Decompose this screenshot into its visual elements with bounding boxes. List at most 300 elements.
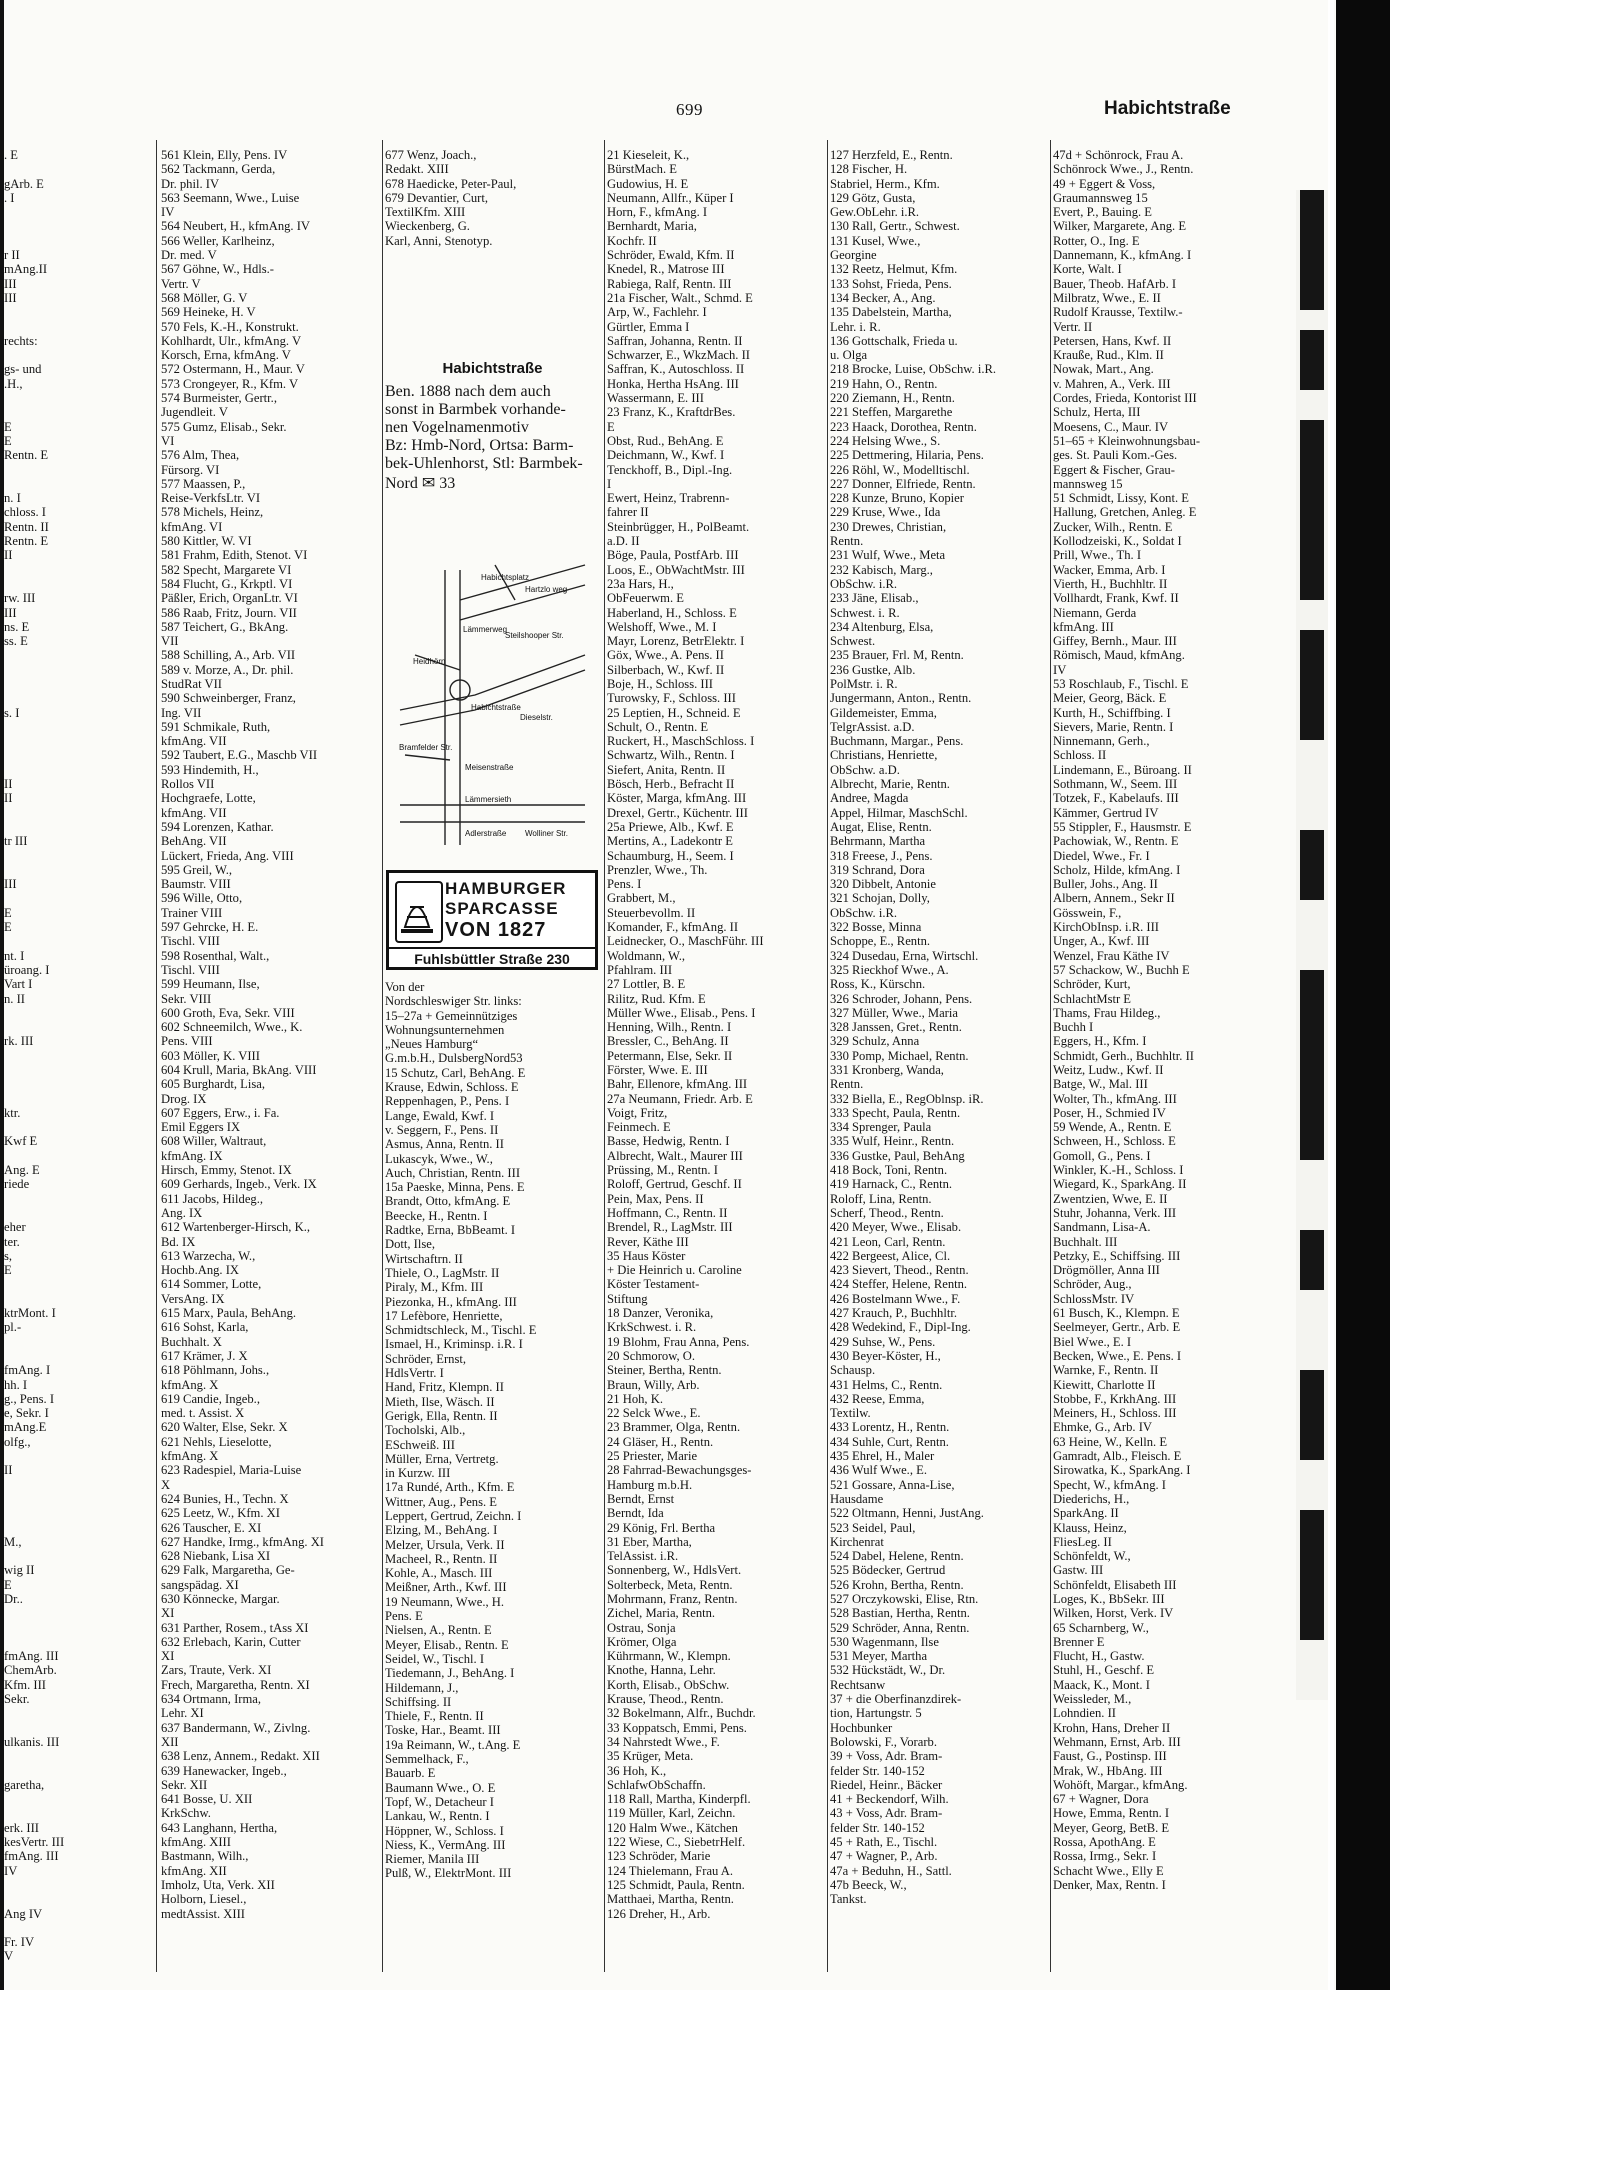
entry-line: Kollodzeiski, K., Soldat I bbox=[1053, 534, 1182, 549]
entry-line: Dr.. bbox=[4, 1591, 23, 1606]
entry-line: Imholz, Uta, Verk. XII bbox=[161, 1877, 275, 1892]
entry-line: Andree, Magda bbox=[830, 791, 909, 806]
entry-line: Pachowiak, W., Rentn. E bbox=[1053, 834, 1179, 849]
entry-line: 526 Krohn, Bertha, Rentn. bbox=[830, 1577, 964, 1592]
entry-line: erk. III bbox=[4, 1820, 39, 1835]
entry-line bbox=[4, 1292, 142, 1306]
entry-line: Vollhardt, Frank, Kwf. II bbox=[1053, 591, 1179, 606]
entry-line: 524 Dabel, Helene, Rentn. bbox=[830, 1549, 964, 1564]
entry-line: 65 Scharnberg, W., bbox=[1053, 1620, 1149, 1635]
entry-line bbox=[4, 391, 142, 405]
entry-line: 53 Roschlaub, F., Tischl. E bbox=[1053, 676, 1189, 691]
entry-line: 423 Sievert, Theod., Rentn. bbox=[830, 1263, 969, 1278]
entry-line bbox=[4, 820, 142, 834]
entry-line: Redakt. XIII bbox=[385, 162, 449, 177]
entry-line: Buchmann, Margar., Pens. bbox=[830, 734, 964, 749]
entry-line: Korsch, Erna, kfmAng. V bbox=[161, 348, 291, 363]
entry-line: Voigt, Fritz, bbox=[607, 1105, 668, 1120]
entry-line: 36 Hoh, K., bbox=[607, 1763, 667, 1778]
entry-line: 47b Beeck, W., bbox=[830, 1877, 907, 1892]
entry-line: 23 Franz, K., KraftdrBes. bbox=[607, 405, 736, 420]
entry-line: Hallung, Gretchen, Anleg. E bbox=[1053, 505, 1197, 520]
entry-line: 29 König, Frl. Bertha bbox=[607, 1520, 716, 1535]
entry-line: Melzer, Ursula, Verk. II bbox=[385, 1537, 505, 1552]
entry-line: 564 Neubert, H., kfmAng. IV bbox=[161, 219, 310, 234]
entry-line: 329 Schulz, Anna bbox=[830, 1034, 920, 1049]
entry-line bbox=[4, 577, 142, 591]
entry-line: 47 + Wagner, P., Arb. bbox=[830, 1849, 938, 1864]
entry-line: Mertins, A., Ladekontr E bbox=[607, 834, 733, 849]
entry-line: 231 Wulf, Wwe., Meta bbox=[830, 548, 946, 563]
entry-line: 638 Lenz, Annem., Redakt. XII bbox=[161, 1749, 320, 1764]
entry-line: HdlsVertr. I bbox=[385, 1366, 444, 1381]
entry-line: Milbratz, Wwe., E. II bbox=[1053, 290, 1161, 305]
entry-line bbox=[4, 563, 142, 577]
entry-line: 230 Drewes, Christian, bbox=[830, 519, 947, 534]
entry-line: 614 Sommer, Lotte, bbox=[161, 1277, 262, 1292]
entry-line: BehAng. VII bbox=[161, 834, 227, 849]
entry-line: .H., bbox=[4, 376, 23, 391]
entry-line bbox=[4, 663, 142, 677]
entry-line: Krauße, Rud., Klm. II bbox=[1053, 348, 1164, 363]
entry-line bbox=[4, 1063, 142, 1077]
entry-line: 236 Gustke, Alb. bbox=[830, 662, 916, 677]
scan-edge-right bbox=[1336, 0, 1390, 1990]
entry-line: ChemArb. bbox=[4, 1663, 57, 1678]
entry-line: 35 Haus Köster bbox=[607, 1248, 686, 1263]
entry-line: Vart I bbox=[4, 977, 33, 992]
entry-line: Rentn. E bbox=[4, 448, 49, 463]
street-map bbox=[385, 560, 600, 855]
entry-line: Meißner, Arth., Kwf. III bbox=[385, 1580, 507, 1595]
entry-line: 619 Candie, Ingeb., bbox=[161, 1391, 260, 1406]
entry-line: Kohlhardt, Ulr., kfmAng. V bbox=[161, 333, 302, 348]
entry-line bbox=[4, 1092, 142, 1106]
entry-line: 573 Crongeyer, R., Kfm. V bbox=[161, 376, 299, 391]
entry-line: 613 Warzecha, W., bbox=[161, 1248, 256, 1263]
entry-line: rk. III bbox=[4, 1034, 34, 1049]
entry-line: Arp, W., Fachlehr. I bbox=[607, 305, 707, 320]
entry-line: Stobbe, F., KrkhAng. III bbox=[1053, 1391, 1177, 1406]
entry-line: olfg., bbox=[4, 1434, 31, 1449]
entry-line: Schacht Wwe., Elly E bbox=[1053, 1863, 1164, 1878]
entry-line: Sekr. VIII bbox=[161, 991, 212, 1006]
entry-line bbox=[4, 720, 142, 734]
entry-line: Rilitz, Rud. Kfm. E bbox=[607, 991, 706, 1006]
entry-line: Karl, Anni, Stenotyp. bbox=[385, 233, 493, 248]
entry-line: StudRat VII bbox=[161, 676, 222, 691]
entry-line: Tankst. bbox=[830, 1892, 867, 1907]
entry-line: Rabiega, Ralf, Rentn. III bbox=[607, 276, 732, 291]
entry-line: Schiffsing. II bbox=[385, 1694, 452, 1709]
entry-line: kfmAng. VII bbox=[161, 805, 227, 820]
entry-line: 235 Brauer, Frl. M, Rentn. bbox=[830, 648, 964, 663]
entry-line: 67 + Wagner, Dora bbox=[1053, 1792, 1149, 1807]
entry-line: 136 Gottschalk, Frieda u. bbox=[830, 333, 958, 348]
entry-line: Buchh I bbox=[1053, 1020, 1094, 1035]
entry-line: Steinbrügger, H., PolBeamt. bbox=[607, 519, 750, 534]
entry-line: Weissleder, M., bbox=[1053, 1692, 1132, 1707]
entry-line: Sothmann, W., Seem. III bbox=[1053, 777, 1178, 792]
entry-line: 641 Bosse, U. XII bbox=[161, 1792, 253, 1807]
entry-line: Pfahlram. III bbox=[607, 962, 673, 977]
street-header bbox=[385, 360, 600, 493]
entry-line: Riedel, Heinr., Bäcker bbox=[830, 1777, 943, 1792]
entry-line: Bernhardt, Maria, bbox=[607, 219, 697, 234]
map-label: Heidhörn bbox=[413, 657, 446, 666]
entry-line: Vierth, H., Buchhltr. II bbox=[1053, 576, 1168, 591]
entry-line: Förster, Wwe. E. III bbox=[607, 1063, 708, 1077]
entry-line: 119 Müller, Karl, Zeichn. bbox=[607, 1806, 736, 1821]
entry-line: 630 Könnecke, Margar. bbox=[161, 1591, 280, 1606]
entry-line: 15a Paeske, Minna, Pens. E bbox=[385, 1180, 525, 1195]
entry-line: 15–27a + Gemeinnütziges bbox=[385, 1008, 518, 1023]
entry-line: Pulß, W., ElektrMont. III bbox=[385, 1866, 512, 1881]
entry-line: Komander, F., kfmAng. II bbox=[607, 920, 739, 935]
entry-line: Petzky, E., Schiffsing. III bbox=[1053, 1248, 1181, 1263]
entry-line: G.m.b.H., DulsbergNord53 bbox=[385, 1051, 523, 1066]
entry-line: Scholz, Hilde, kfmAng. I bbox=[1053, 862, 1181, 877]
entry-line bbox=[4, 1492, 142, 1506]
entry-line: Höppner, W., Schloss. I bbox=[385, 1823, 504, 1838]
entry-line: Wiegard, K., SparkAng. II bbox=[1053, 1177, 1187, 1192]
entry-line: 566 Weller, Karlheinz, bbox=[161, 233, 275, 248]
entry-line: 51 Schmidt, Lissy, Kont. E bbox=[1053, 491, 1189, 506]
entry-line: kfmAng. VII bbox=[161, 734, 227, 749]
entry-line: Päßler, Erich, OrganLtr. VI bbox=[161, 591, 298, 606]
entry-line: Albrecht, Walt., Maurer III bbox=[607, 1148, 743, 1163]
entry-line: SparkAng. II bbox=[1053, 1506, 1119, 1521]
entry-line: 39 + Voss, Adr. Bram- bbox=[830, 1749, 943, 1764]
entry-line: 621 Nehls, Lieselotte, bbox=[161, 1434, 272, 1449]
entry-line: kfmAng. XIII bbox=[161, 1835, 231, 1850]
entry-line: Rossa, Irmg., Sekr. I bbox=[1053, 1849, 1157, 1864]
entry-line: „Neues Hamburg“ bbox=[385, 1037, 479, 1052]
entry-line: Fr. IV bbox=[4, 1935, 35, 1950]
entry-line: Steiner, Bertha, Rentn. bbox=[607, 1363, 722, 1378]
entry-line: Bauarb. E bbox=[385, 1766, 436, 1781]
entry-line: 18 Danzer, Veronika, bbox=[607, 1306, 714, 1321]
entry-line: 219 Hahn, O., Rentn. bbox=[830, 376, 938, 391]
entry-line: Deichmann, W., Kwf. I bbox=[607, 448, 725, 463]
entry-line: Sirowatka, K., SparkAng. I bbox=[1053, 1463, 1191, 1478]
entry-line: 570 Fels, K.-H., Konstrukt. bbox=[161, 319, 299, 334]
entry-line: sangspädag. XI bbox=[161, 1577, 239, 1592]
entry-line: + Die Heinrich u. Caroline bbox=[607, 1263, 742, 1278]
entry-line: Knothe, Hanna, Lehr. bbox=[607, 1663, 716, 1678]
entry-line: Evert, P., Bauing. E bbox=[1053, 205, 1152, 220]
entry-line: 435 Ehrel, H., Maler bbox=[830, 1449, 935, 1464]
entry-line: riede bbox=[4, 1177, 30, 1192]
entry-line bbox=[4, 1335, 142, 1349]
entry-line: Hoffmann, C., Rentn. II bbox=[607, 1205, 728, 1220]
entry-line: Bressler, C., BehAng. II bbox=[607, 1034, 729, 1049]
entry-line: Petersen, Hans, Kwf. II bbox=[1053, 333, 1172, 348]
entry-line bbox=[4, 205, 142, 219]
entry-line: 22 Selck Wwe., E. bbox=[607, 1406, 701, 1421]
entry-line: Thams, Frau Hildeg., bbox=[1053, 1005, 1161, 1020]
entry-line: Jungermann, Anton., Rentn. bbox=[830, 691, 972, 706]
ad-line-1: HAMBURGER bbox=[445, 879, 567, 898]
entry-line: Kirchenrat bbox=[830, 1534, 884, 1549]
map-label: Lämmersieth bbox=[465, 795, 512, 804]
entry-line: Faust, G., Postinsp. III bbox=[1053, 1749, 1167, 1764]
entry-line: 333 Specht, Paula, Rentn. bbox=[830, 1105, 961, 1120]
entry-line bbox=[4, 234, 142, 248]
entry-line: FliesLeg. II bbox=[1053, 1534, 1112, 1549]
entry-line: Ehmke, G., Arb. IV bbox=[1053, 1420, 1152, 1435]
entry-line bbox=[4, 219, 142, 233]
entry-line bbox=[4, 1606, 142, 1620]
entry-line: Eggert & Fischer, Grau- bbox=[1053, 462, 1175, 477]
entry-line bbox=[4, 849, 142, 863]
entry-line: 580 Kittler, W. VI bbox=[161, 534, 252, 549]
entry-line: 563 Seemann, Wwe., Luise bbox=[161, 190, 300, 205]
entry-line: Silberbach, W., Kwf. II bbox=[607, 662, 725, 677]
entry-line: Warnke, F., Rentn. II bbox=[1053, 1363, 1159, 1378]
entry-line: 63 Heine, W., Kelln. E bbox=[1053, 1434, 1168, 1449]
entry-line: 628 Niebank, Lisa XI bbox=[161, 1549, 271, 1564]
entry-line: Korth, Elisab., ObSchw. bbox=[607, 1677, 730, 1692]
entry-line: ESchweiß. III bbox=[385, 1437, 455, 1452]
entry-line: eher bbox=[4, 1220, 26, 1235]
entry-line: III bbox=[4, 290, 17, 305]
entry-line: Stiftung bbox=[607, 1291, 648, 1306]
entry-line: Jugendleit. V bbox=[161, 405, 228, 420]
entry-line: KrkSchwest. i. R. bbox=[607, 1320, 697, 1335]
entry-line: Gastw. III bbox=[1053, 1563, 1104, 1578]
entry-line: 331 Kronberg, Wanda, bbox=[830, 1063, 944, 1077]
map-label: Bramfelder Str. bbox=[399, 743, 453, 752]
entry-line: Wenzel, Frau Käthe IV bbox=[1053, 948, 1170, 963]
entry-line: Lindemann, E., Büroang. II bbox=[1053, 762, 1192, 777]
entry-line: Baumstr. VIII bbox=[161, 877, 231, 892]
entry-line: Rentn. bbox=[830, 534, 864, 549]
entry-line: Schwartz, Wilh., Rentn. I bbox=[607, 748, 735, 763]
entry-line: Haberland, H., Schloss. E bbox=[607, 605, 737, 620]
entry-line: kesVertr. III bbox=[4, 1835, 65, 1850]
entry-line: 427 Krauch, P., Buchhltr. bbox=[830, 1306, 957, 1321]
entry-line: Loges, K., BbSekr. III bbox=[1053, 1591, 1165, 1606]
entry-line: Topf, W., Detacheur I bbox=[385, 1794, 494, 1809]
entry-line: 599 Heumann, Ilse, bbox=[161, 977, 260, 992]
entry-line: Bd. IX bbox=[161, 1234, 196, 1249]
entry-line: mAng.II bbox=[4, 262, 48, 277]
entry-line: 434 Suhle, Curt, Rentn. bbox=[830, 1434, 949, 1449]
scan-gutter bbox=[1328, 0, 1334, 1990]
entry-line: Nord ✉ 33 bbox=[385, 475, 456, 492]
entry-line: Kfm. III bbox=[4, 1677, 46, 1692]
entry-line: SchlossMstr. IV bbox=[1053, 1291, 1135, 1306]
entry-line: Hirsch, Emmy, Stenot. IX bbox=[161, 1163, 292, 1178]
entry-line: 15 Schutz, Carl, BehAng. E bbox=[385, 1065, 526, 1080]
entry-line bbox=[4, 1006, 142, 1020]
entry-line: Gildemeister, Emma, bbox=[830, 705, 937, 720]
entry-line: Baumann Wwe., O. E bbox=[385, 1780, 496, 1795]
entry-line: Mrak, W., HbAng. III bbox=[1053, 1763, 1163, 1778]
entry-line: 522 Oltmann, Henni, JustAng. bbox=[830, 1506, 984, 1521]
entry-line: v. Seggern, F., Pens. II bbox=[385, 1122, 499, 1137]
entry-line: ObSchw. i.R. bbox=[830, 905, 898, 920]
entry-line: I bbox=[607, 476, 612, 491]
entry-line: 234 Altenburg, Elsa, bbox=[830, 619, 934, 634]
entry-line: Solterbeck, Meta, Rentn. bbox=[607, 1577, 733, 1592]
entry-line: Berndt, Ida bbox=[607, 1506, 664, 1521]
entry-line: Lankau, W., Rentn. I bbox=[385, 1809, 490, 1824]
entry-line: Matthaei, Martha, Rentn. bbox=[607, 1892, 734, 1907]
entry-line bbox=[4, 1049, 142, 1063]
entry-line: 419 Harnack, C., Rentn. bbox=[830, 1177, 953, 1192]
entry-line: 47d + Schönrock, Frau A. bbox=[1053, 148, 1184, 162]
entry-line: fahrer II bbox=[607, 505, 649, 520]
entry-line: Asmus, Anna, Rentn. II bbox=[385, 1137, 504, 1152]
entry-line: Trainer VIII bbox=[161, 905, 223, 920]
entry-line: Georgine bbox=[830, 248, 877, 263]
map-label: Wolliner Str. bbox=[525, 829, 568, 838]
entry-line bbox=[4, 648, 142, 662]
entry-line: nen Vogelnamenmotiv bbox=[385, 419, 529, 436]
map-label: Steilshooper Str. bbox=[505, 631, 564, 640]
entry-line bbox=[4, 1635, 142, 1649]
entry-line: 224 Helsing Wwe., S. bbox=[830, 433, 941, 448]
entry-line: Stuhl, H., Geschf. E bbox=[1053, 1663, 1155, 1678]
entry-line: Elzing, M., BehAng. I bbox=[385, 1523, 498, 1538]
entry-line: Wilker, Margarete, Ang. E bbox=[1053, 219, 1187, 234]
street-title: Habichtstraße bbox=[442, 360, 543, 377]
entry-line: Gomoll, G., Pens. I bbox=[1053, 1148, 1151, 1163]
entry-line: Bz: Hmb-Nord, Ortsa: Barm- bbox=[385, 437, 574, 454]
entry-line: rw. III bbox=[4, 591, 36, 606]
entry-line: Gösswein, F., bbox=[1053, 905, 1122, 920]
entry-line: Bauer, Theob. HafArb. I bbox=[1053, 276, 1177, 291]
entry-line: Tiedemann, J., BehAng. I bbox=[385, 1666, 515, 1681]
entry-line: Zars, Traute, Verk. XI bbox=[161, 1663, 272, 1678]
entry-line: E bbox=[4, 920, 12, 935]
entry-line: 643 Langhann, Hertha, bbox=[161, 1820, 278, 1835]
entry-line bbox=[4, 1506, 142, 1520]
entry-line: Rentn. E bbox=[4, 534, 49, 549]
entry-line: 678 Haedicke, Peter-Paul, bbox=[385, 176, 517, 191]
entry-line: ObFeuerwm. E bbox=[607, 591, 684, 606]
entry-line: Albern, Annem., Sekr II bbox=[1053, 891, 1175, 906]
entry-line: 623 Radespiel, Maria-Luise bbox=[161, 1463, 302, 1478]
entry-line: Krömer, Olga bbox=[607, 1634, 677, 1649]
entry-line: 17 Lefèbore, Henriette, bbox=[385, 1308, 503, 1323]
entry-line: Rollos VII bbox=[161, 777, 215, 792]
entry-line: Wohöft, Margar., kfmAng. bbox=[1053, 1777, 1188, 1792]
entry-line: v. Mahren, A., Verk. III bbox=[1053, 376, 1171, 391]
entry-line: hh. I bbox=[4, 1377, 28, 1392]
entry-line: Buchhalt. X bbox=[161, 1334, 222, 1349]
entry-line: Specht, W., kfmAng. I bbox=[1053, 1477, 1166, 1492]
entry-line: Wirtschaftrn. II bbox=[385, 1251, 463, 1266]
map-label: Habichtstraße bbox=[471, 703, 521, 712]
column-rule bbox=[156, 140, 157, 1972]
entry-line bbox=[4, 934, 142, 948]
entry-line: 21 Hoh, K. bbox=[607, 1391, 663, 1406]
entry-line: 57 Schackow, W., Buchh E bbox=[1053, 962, 1190, 977]
entry-line: Tischl. VIII bbox=[161, 962, 220, 977]
entry-line: III bbox=[4, 605, 17, 620]
ad-line-2: SPARCASSE bbox=[445, 899, 559, 918]
entry-line: u. Olga bbox=[830, 348, 868, 363]
entry-line: 587 Teichert, G., BkAng. bbox=[161, 619, 289, 634]
entry-line: Cordes, Frieda, Kontorist III bbox=[1053, 391, 1197, 406]
entry-line: 61 Busch, K., Klempn. E bbox=[1053, 1306, 1180, 1321]
entry-line: Krause, Edwin, Schloss. E bbox=[385, 1080, 519, 1095]
entry-line: SchlafwObSchaffn. bbox=[607, 1777, 706, 1792]
entry-line: Schönrock Wwe., J., Rentn. bbox=[1053, 162, 1194, 177]
entry-line: Klauss, Heinz, bbox=[1053, 1520, 1127, 1535]
entry-line: Leppert, Gertrud, Zeichn. I bbox=[385, 1508, 522, 1523]
column-rule bbox=[382, 140, 383, 1972]
entry-line: Biel Wwe., E. I bbox=[1053, 1334, 1132, 1349]
entry-line: 632 Erlebach, Karin, Cutter bbox=[161, 1634, 301, 1649]
entry-line bbox=[4, 763, 142, 777]
entry-line: 129 Götz, Gusta, bbox=[830, 190, 916, 205]
entry-line: Diedel, Wwe., Fr. I bbox=[1053, 848, 1150, 863]
entry-line: Kurth, H., Schiffbing. I bbox=[1053, 705, 1171, 720]
entry-line: Eggers, H., Kfm. I bbox=[1053, 1034, 1147, 1049]
entry-line: Wittner, Aug., Pens. E bbox=[385, 1494, 497, 1509]
entry-line: Göx, Wwe., A. Pens. II bbox=[607, 648, 724, 663]
entry-line: E bbox=[4, 905, 12, 920]
entry-line bbox=[4, 1449, 142, 1463]
entry-line: fmAng. III bbox=[4, 1849, 59, 1864]
entry-line: 322 Bosse, Minna bbox=[830, 920, 922, 935]
entry-line: Schmidtschleck, M., Tischl. E bbox=[385, 1323, 537, 1338]
entry-line: kfmAng. VI bbox=[161, 519, 223, 534]
entry-line: 34 Nahrstedt Wwe., F. bbox=[607, 1734, 720, 1749]
entry-line: Denker, Max, Rentn. I bbox=[1053, 1877, 1166, 1892]
entry-line: Bösch, Herb., Befracht II bbox=[607, 777, 735, 792]
entry-line: 23 Brammer, Olga, Rentn. bbox=[607, 1420, 741, 1435]
entry-line: 428 Wedekind, F., Dipl-Ing. bbox=[830, 1320, 971, 1335]
entry-line: 17a Rundé, Arth., Kfm. E bbox=[385, 1480, 515, 1495]
entry-line: 588 Schilling, A., Arb. VII bbox=[161, 648, 296, 663]
entry-line: kfmAng. X bbox=[161, 1449, 219, 1464]
entry-line: 320 Dibbelt, Antonie bbox=[830, 877, 936, 892]
entry-line: Loos, E., ObWachtMstr. III bbox=[607, 562, 745, 577]
entry-line: 426 Bostelmann Wwe., F. bbox=[830, 1291, 961, 1306]
entry-line: BürstMach. E bbox=[607, 162, 677, 177]
entry-line: 592 Taubert, E.G., Maschb VII bbox=[161, 748, 318, 763]
entry-line: III bbox=[4, 877, 17, 892]
entry-line: Unger, A., Kwf. III bbox=[1053, 934, 1150, 949]
entry-line: Seidel, W., Tischl. I bbox=[385, 1651, 485, 1666]
entry-line: 615 Marx, Paula, BehAng. bbox=[161, 1306, 297, 1321]
entry-line: VII bbox=[161, 634, 179, 649]
entry-line: 326 Schroder, Johann, Pens. bbox=[830, 991, 973, 1006]
entry-line bbox=[4, 305, 142, 319]
entry-line: Zichel, Maria, Rentn. bbox=[607, 1606, 716, 1621]
entry-line: Schröder, Ernst, bbox=[385, 1351, 466, 1366]
entry-line: Niemann, Gerda bbox=[1053, 605, 1137, 620]
entry-line: 604 Krull, Maria, BkAng. VIII bbox=[161, 1063, 317, 1077]
entry-line: 624 Bunies, H., Techn. X bbox=[161, 1491, 289, 1506]
entry-line: Gudowius, H. E bbox=[607, 176, 689, 191]
column-rule bbox=[827, 140, 828, 1972]
entry-line: 319 Schrand, Dora bbox=[830, 862, 925, 877]
entry-line: Roloff, Lina, Rentn. bbox=[830, 1191, 932, 1206]
entry-line: Böge, Paula, PostfArb. III bbox=[607, 548, 739, 563]
map-label: Hartzlo weg bbox=[525, 585, 568, 594]
entry-line: Toske, Har., Beamt. III bbox=[385, 1723, 501, 1738]
entry-line bbox=[4, 1206, 142, 1220]
entry-line: TextilKfm. XIII bbox=[385, 205, 466, 220]
entry-line: Ruckert, H., MaschSchloss. I bbox=[607, 734, 755, 749]
entry-line: Pens. I bbox=[607, 877, 642, 892]
